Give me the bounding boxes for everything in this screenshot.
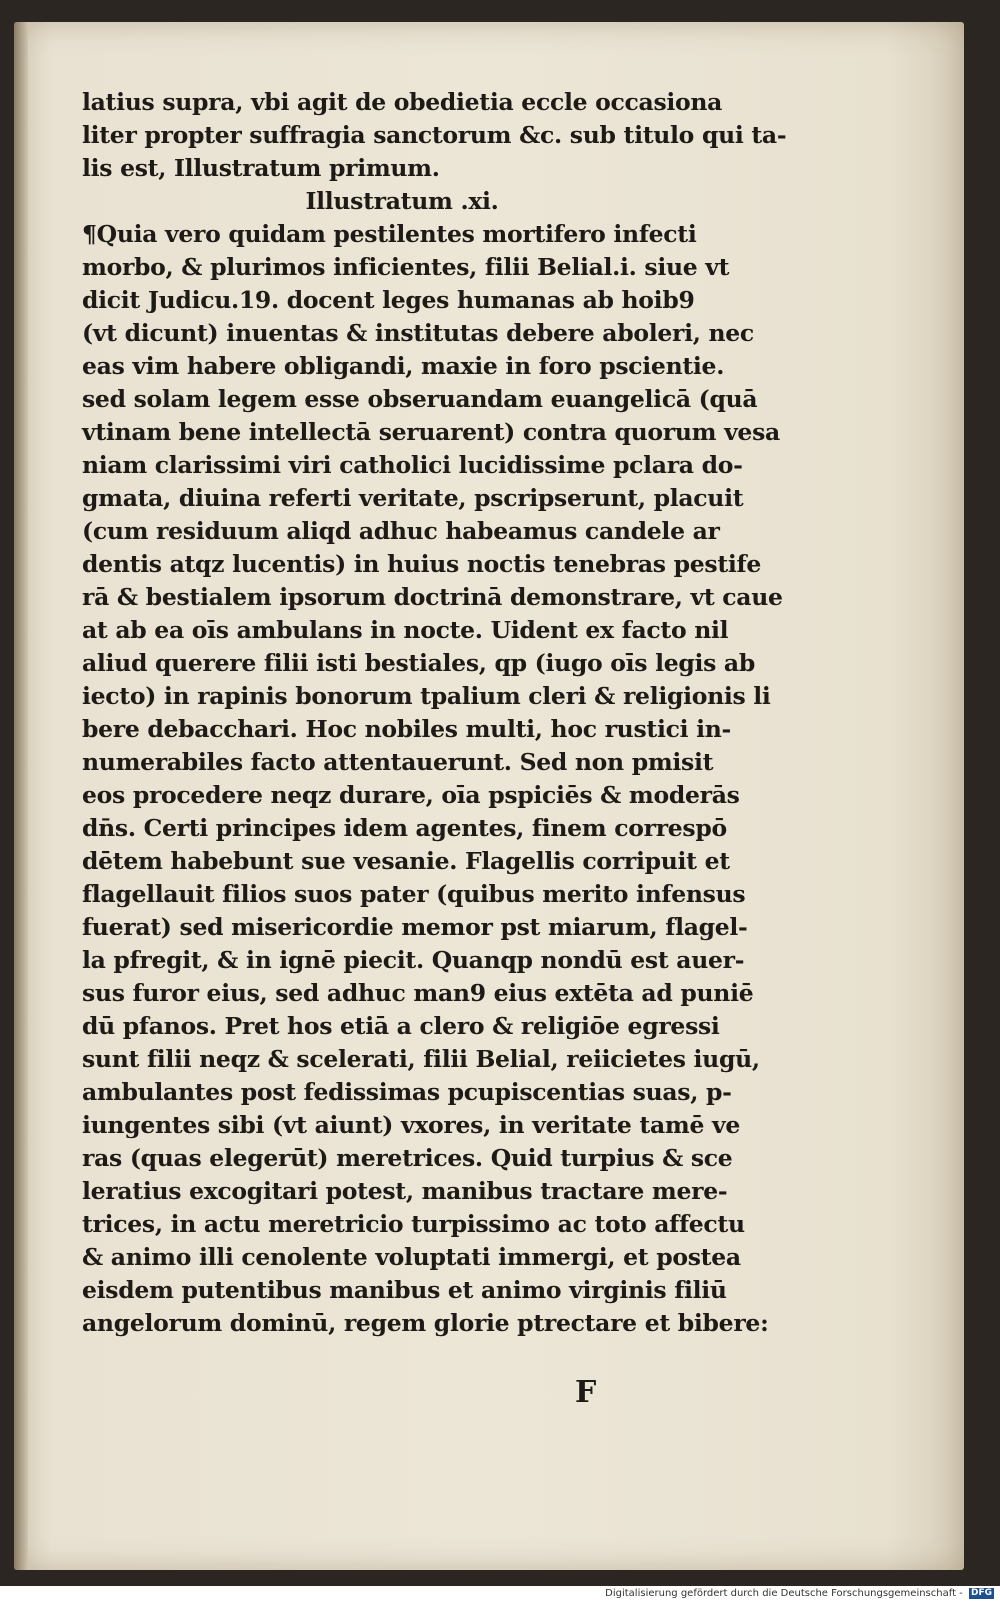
- text-line: vtinam bene intellectā seruarent) contra quorum vesa: [82, 418, 780, 446]
- text-line: morbo, & plurimos inficientes, filii Belial.i. siue vt: [82, 253, 730, 281]
- text-line: niam clarissimi viri catholici lucidissime pclara do-: [82, 451, 743, 479]
- text-line: gmata, diuina referti veritate, pscripserunt, placuit: [82, 484, 744, 512]
- text-line: eisdem putentibus manibus et animo virginis filiū: [82, 1276, 727, 1304]
- text-line: dū pfanos. Pret hos etiā a clero & religiōe egressi: [82, 1012, 720, 1040]
- text-line: ambulantes post fedissimas pcupiscentias suas, p-: [82, 1078, 732, 1106]
- text-line: la pfregit, & in ignē piecit. Quanqp nondū est auer-: [82, 946, 745, 974]
- text-line: trices, in actu meretricio turpissimo ac toto affectu: [82, 1210, 745, 1238]
- text-line: dētem habebunt sue vesanie. Flagellis corripuit et: [82, 847, 730, 875]
- text-line: iungentes sibi (vt aiunt) vxores, in veritate tamē ve: [82, 1111, 741, 1139]
- dfg-logo: DFG: [970, 1587, 992, 1598]
- text-line: ¶Quia vero quidam pestilentes mortifero infecti: [82, 220, 697, 248]
- text-line: rā & bestialem ipsorum doctrinā demonstrare, vt caue: [82, 583, 783, 611]
- text-line: fuerat) sed misericordie memor pst miarum, flagel-: [82, 913, 748, 941]
- digitization-credit: [605, 1587, 994, 1601]
- text-line: ras (quas elegerūt) meretrices. Quid turpius & sce: [82, 1144, 733, 1172]
- text-line: dicit Judicu.19. docent leges humanas ab hoib9: [82, 286, 695, 314]
- text-line: liter propter suffragia sanctorum &c. sub titulo qui ta-: [82, 121, 787, 149]
- text-line: eos procedere neqz durare, oīa pspiciēs & moderās: [82, 781, 740, 809]
- text-line: leratius excogitari potest, manibus tractare mere-: [82, 1177, 728, 1205]
- text-line: dn̄s. Certi principes idem agentes, finem correspō: [82, 814, 727, 842]
- text-line: numerabiles facto attentauerunt. Sed non pmisit: [82, 748, 714, 776]
- body-text: [82, 86, 802, 1340]
- text-line: sed solam legem esse obseruandam euangelicā (quā: [82, 385, 758, 413]
- text-line: lis est, Illustratum primum.: [82, 154, 440, 182]
- text-line: (cum residuum aliqd adhuc habeamus candele ar: [82, 517, 720, 545]
- text-line: iecto) in rapinis bonorum tpalium cleri & religionis li: [82, 682, 771, 710]
- signature-mark: F: [575, 1375, 597, 1410]
- credit-text: Digitalisierung gefördert durch die Deutsche Forschungsgemeinschaft -: [605, 1588, 963, 1599]
- page-binding-edge: [14, 22, 28, 1570]
- text-line: angelorum dominū, regem glorie ptrectare et bibere:: [82, 1309, 769, 1337]
- section-heading: Illustratum .xi.: [305, 187, 499, 215]
- text-line: sunt filii neqz & scelerati, filii Belial, reiicietes iugū,: [82, 1045, 760, 1073]
- text-line: latius supra, vbi agit de obedietia eccle occasiona: [82, 88, 723, 116]
- text-line: sus furor eius, sed adhuc man9 eius extēta ad puniē: [82, 979, 754, 1007]
- text-line: aliud querere filii isti bestiales, qp (iugo oīs legis ab: [82, 649, 755, 677]
- text-line: flagellauit filios suos pater (quibus merito infensus: [82, 880, 746, 908]
- text-line: bere debacchari. Hoc nobiles multi, hoc rustici in-: [82, 715, 731, 743]
- text-line: dentis atqz lucentis) in huius noctis tenebras pestife: [82, 550, 761, 578]
- text-line: at ab ea oīs ambulans in nocte. Uident ex facto nil: [82, 616, 729, 644]
- text-line: eas vim habere obligandi, maxie in foro pscientie.: [82, 352, 725, 380]
- text-line: (vt dicunt) inuentas & institutas debere aboleri, nec: [82, 319, 754, 347]
- text-line: & animo illi cenolente voluptati immergi, et postea: [82, 1243, 741, 1271]
